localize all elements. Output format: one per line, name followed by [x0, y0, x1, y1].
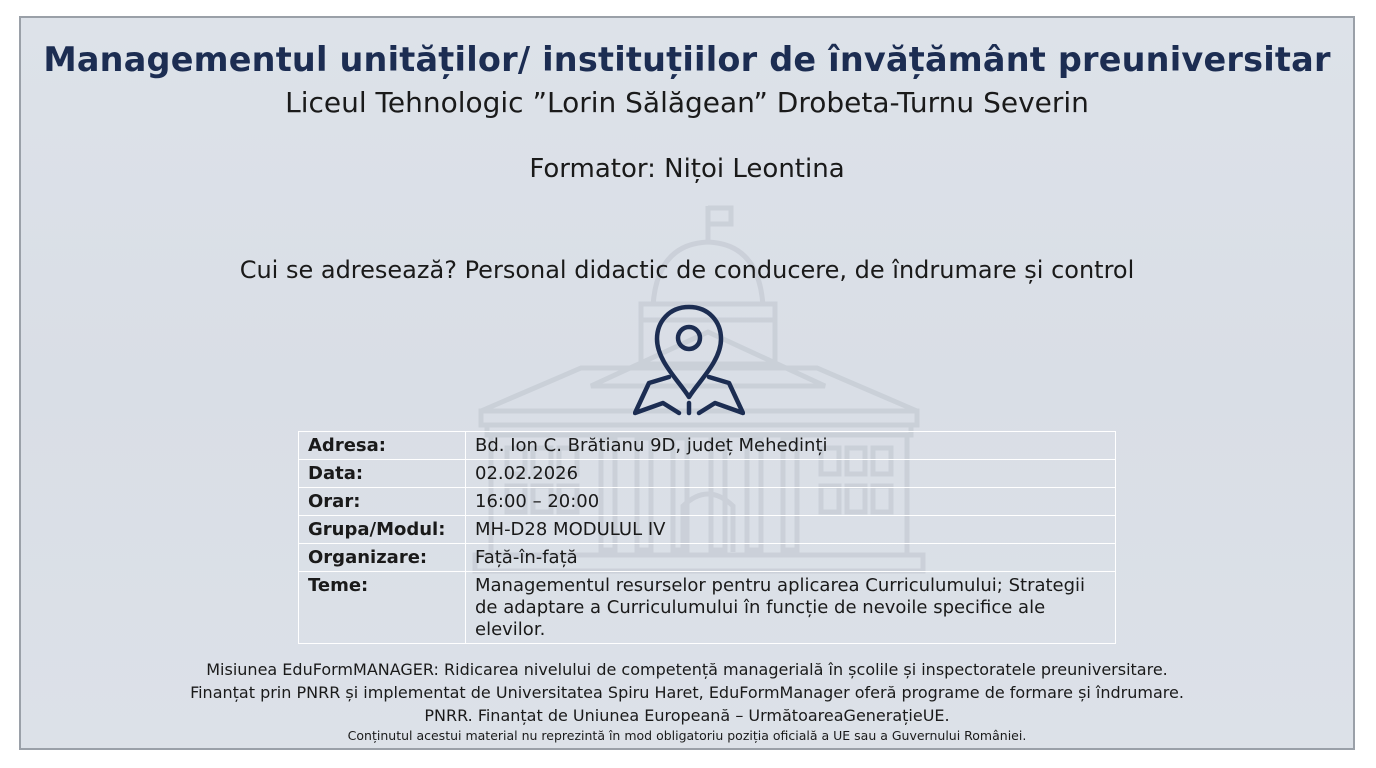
- table-row: [299, 572, 1116, 644]
- school-name: Liceul Tehnologic ”Lorin Sălăgean” Drobeta-Turnu Severin: [285, 86, 1089, 119]
- address-label: Adresa:: [299, 432, 466, 460]
- target-audience: Cui se adresează? Personal didactic de conducere, de îndrumare și control: [239, 256, 1135, 284]
- topics-label: Teme:: [299, 572, 466, 644]
- date-value: 02.02.2026: [466, 460, 1116, 488]
- page-title: Managementul unităților/ instituțiilor de învățământ preuniversitar: [43, 40, 1331, 79]
- eu-funding-text: PNRR. Finanțat de Uniunea Europeană – UrmătoareaGenerațieUE.: [424, 706, 950, 725]
- mission-text: Misiunea EduFormMANAGER: Ridicarea nivelului de competență managerială în școlile și inspectoratele preuniversitare.: [206, 660, 1168, 679]
- event-details-table: [298, 431, 1116, 644]
- table-row: [299, 544, 1116, 572]
- organization-label: Organizare:: [299, 544, 466, 572]
- schedule-value: 16:00 – 20:00: [466, 488, 1116, 516]
- table-row: [299, 460, 1116, 488]
- location-map-pin-icon: [633, 303, 745, 417]
- date-label: Data:: [299, 460, 466, 488]
- schedule-label: Orar:: [299, 488, 466, 516]
- trainer-name: Formator: Nițoi Leontina: [529, 154, 845, 184]
- table-row: [299, 432, 1116, 460]
- topics-value: Managementul resurselor pentru aplicarea Curriculumului; Strategii de adaptare a Curriculumului în funcție de nevoile specifice ale elevilor.: [466, 572, 1116, 644]
- organization-value: Față-în-față: [466, 544, 1116, 572]
- footer: [21, 658, 1353, 745]
- address-value: Bd. Ion C. Brătianu 9D, județ Mehedinți: [466, 432, 1116, 460]
- group-module-label: Grupa/Modul:: [299, 516, 466, 544]
- table-row: [299, 488, 1116, 516]
- group-module-value: MH-D28 MODULUL IV: [466, 516, 1116, 544]
- funding-text: Finanțat prin PNRR și implementat de Universitatea Spiru Haret, EduFormManager oferă programe de formare și îndrumare.: [190, 683, 1184, 702]
- disclaimer-text: Conținutul acestui material nu reprezintă în mod obligatoriu poziția oficială a UE sau a Guvernului României.: [347, 728, 1027, 743]
- document-frame: [19, 16, 1355, 750]
- table-row: [299, 516, 1116, 544]
